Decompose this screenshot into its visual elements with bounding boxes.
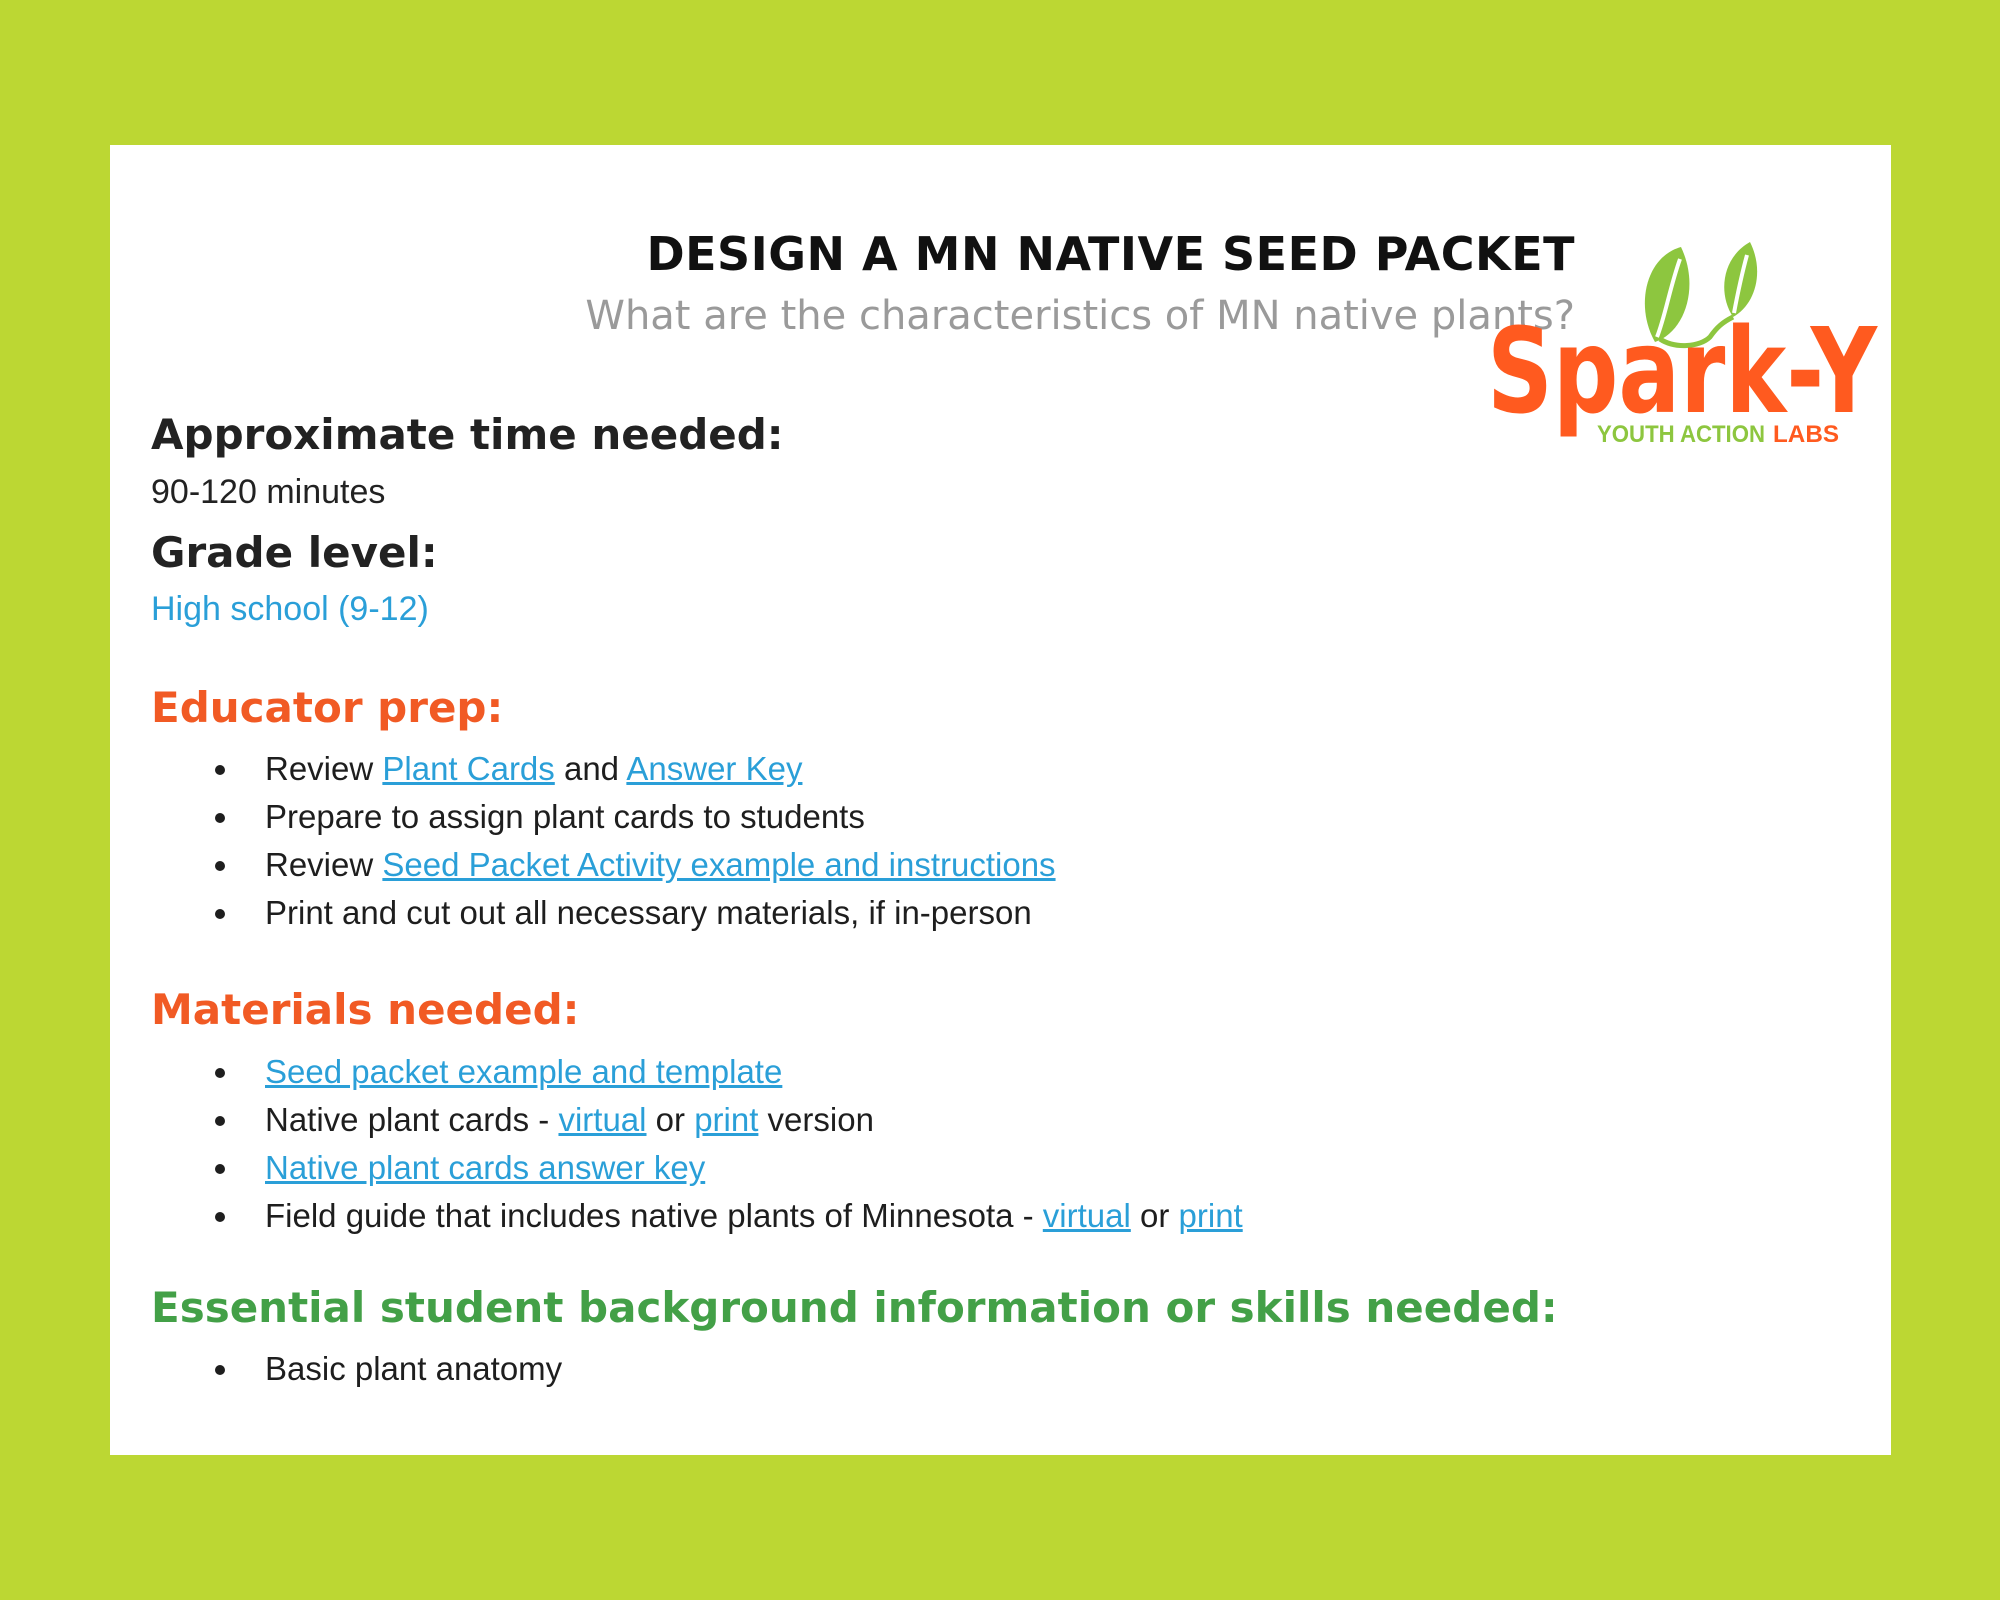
answer-key-materials-link[interactable]: Native plant cards answer key: [265, 1149, 706, 1186]
educator-prep-heading: Educator prep:: [151, 683, 504, 732]
bullet-icon: [215, 765, 225, 775]
page-title: DESIGN A MN NATIVE SEED PACKET: [646, 227, 1575, 281]
bullet-icon: [215, 1116, 225, 1126]
logo-brand-text: Spark-Y: [1487, 302, 1879, 440]
background-list: [110, 1345, 562, 1393]
list-item: Review Plant Cards and Answer Key: [110, 745, 1056, 793]
plant-cards-print-link[interactable]: print: [694, 1101, 759, 1138]
bullet-icon: [215, 1365, 225, 1375]
page-subtitle: What are the characteristics of MN native plants?: [585, 293, 1575, 339]
list-item: [110, 1144, 1243, 1192]
grade-value: High school (9-12): [151, 590, 429, 628]
field-guide-virtual-link[interactable]: virtual: [1042, 1197, 1131, 1234]
seed-packet-activity-link[interactable]: Seed Packet Activity example and instructions: [382, 846, 1056, 883]
list-item: Native plant cards - virtual or print version: [110, 1096, 1243, 1144]
list-item: Print and cut out all necessary materials, if in-person: [110, 889, 1056, 937]
educator-prep-list: [110, 745, 1056, 937]
bullet-icon: [215, 1212, 225, 1222]
background-heading: Essential student background information or skills needed:: [151, 1283, 1558, 1332]
list-item: Field guide that includes native plants of Minnesota - virtual or print: [110, 1192, 1243, 1240]
logo-tagline-part1: YOUTH ACTION: [1597, 421, 1765, 448]
time-value: 90-120 minutes: [151, 473, 386, 511]
plant-cards-virtual-link[interactable]: virtual: [558, 1101, 647, 1138]
plant-cards-link[interactable]: Plant Cards: [382, 750, 555, 787]
list-item: Prepare to assign plant cards to students: [110, 793, 1056, 841]
seed-packet-template-link[interactable]: Seed packet example and template: [265, 1053, 783, 1090]
list-item: [110, 1048, 1243, 1096]
bullet-icon: [215, 813, 225, 823]
bullet-icon: [215, 1068, 225, 1078]
bullet-icon: [215, 909, 225, 919]
activity-card: [110, 145, 1891, 1455]
bullet-icon: [215, 1164, 225, 1174]
field-guide-print-link[interactable]: print: [1178, 1197, 1243, 1234]
bullet-icon: [215, 861, 225, 871]
list-item: Basic plant anatomy: [110, 1345, 562, 1393]
grade-heading: Grade level:: [151, 528, 438, 577]
list-item: Review Seed Packet Activity example and instructions: [110, 841, 1056, 889]
materials-list: [110, 1048, 1243, 1240]
answer-key-link[interactable]: Answer Key: [626, 750, 803, 787]
materials-heading: Materials needed:: [151, 985, 580, 1034]
logo-tagline-part2: LABS: [1773, 421, 1839, 448]
time-heading: Approximate time needed:: [151, 410, 784, 459]
spark-y-logo: [1485, 237, 1885, 477]
